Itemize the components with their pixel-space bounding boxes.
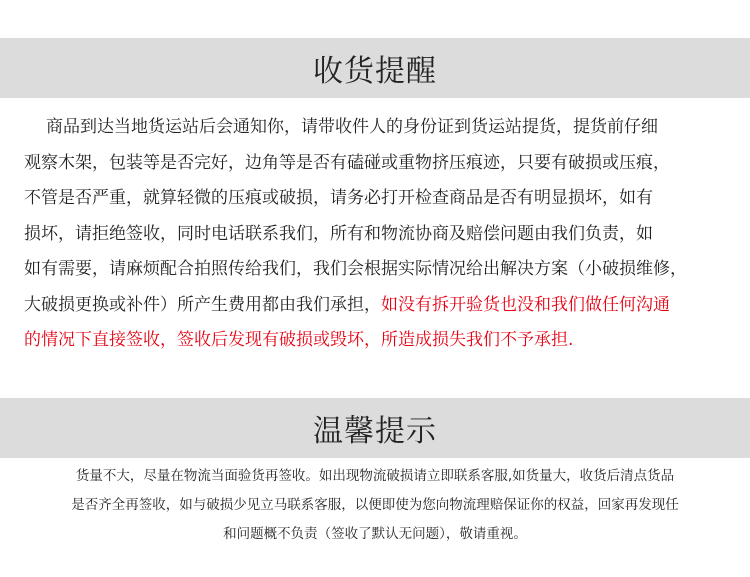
notice-line-2: 观察木架，包装等是否完好，边角等是否有磕碰或重物挤压痕迹，只要有破损或压痕， — [24, 152, 670, 173]
tips-line-1: 货量不大，尽量在物流当面验货再签收。如出现物流破损请立即联系客服,如货量大，收货后清点货品 — [75, 468, 675, 484]
tips-line-2: 是否齐全再签收，如与破损少见立马联系客服，以便即使为您向物流理赔保证你的权益，回家再发现任 — [71, 497, 679, 513]
warning-text-part-1: 如没有拆开验货也没和我们做任何沟通 — [381, 294, 670, 315]
section-banner-receipt-reminder — [0, 38, 750, 98]
tips-line-3: 和问题概不负责（签收了默认无问题），敬请重视。 — [223, 526, 527, 542]
notice-line-5: 如有需要，请麻烦配合拍照传给我们，我们会根据实际情况给出解决方案（小破损维修， — [24, 259, 687, 279]
notice-line-4: 损坏，请拒绝签收，同时电话联系我们，所有和物流协商及赔偿问题由我们负责，如 — [24, 223, 653, 244]
notice-line-1: 商品到达当地货运站后会通知你，请带收件人的身份证到货运站提货，提货前仔细 — [46, 117, 658, 137]
section-title-warm-tips: 温馨提示 — [313, 414, 437, 449]
notice-line-3: 不管是否严重，就算轻微的压痕或破损，请务必打开检查商品是否有明显损坏，如有 — [24, 188, 653, 208]
warm-tips-body — [0, 462, 750, 549]
warning-text-part-2: 的情况下直接签收，签收后发现有破损或毁坏，所造成损失我们不予承担. — [24, 330, 574, 350]
section-title-receipt-reminder: 收货提醒 — [313, 54, 437, 89]
notice-line-6 — [24, 288, 730, 324]
receipt-reminder-body — [0, 110, 750, 359]
notice-line-6-text: 大破损更换或补件）所产生费用都由我们承担， — [24, 294, 381, 315]
section-banner-warm-tips — [0, 398, 750, 458]
